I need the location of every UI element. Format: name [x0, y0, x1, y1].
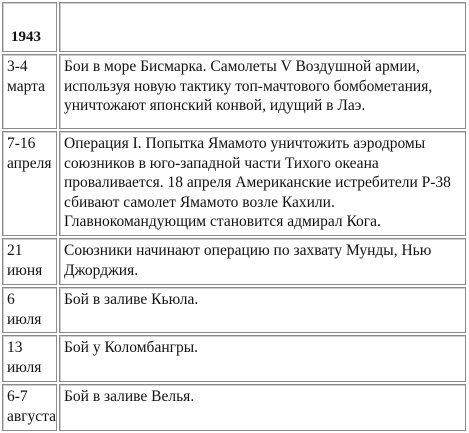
- table-row: [2, 54, 466, 129]
- event-cell: Бой в заливе Кьюла.: [59, 287, 466, 333]
- header-empty-cell: [59, 2, 466, 52]
- table-header-row: [2, 2, 466, 52]
- event-cell: Бой в заливе Велья.: [59, 384, 466, 431]
- year-cell: [2, 2, 57, 52]
- table-row: [2, 287, 466, 333]
- date-cell: 6-7 августа: [2, 384, 57, 431]
- date-cell: 7-16 апреля: [2, 131, 57, 236]
- event-cell: Бои в море Бисмарка. Самолеты V Воздушной армии, используя новую тактику топ-мачтового бомбометания, уничтожают японский конвой, идущий в Лаэ.: [59, 54, 466, 129]
- date-cell: 3-4 марта: [2, 54, 57, 129]
- event-cell: Операция I. Попытка Ямамото уничтожить аэродромы союзников в юго-западной части Тихого океана проваливается. 18 апреля Американские истребители Р-38 сбивают самолет Ямамото возле Кахили. Главнокомандующим становится адмирал Кога.: [59, 131, 466, 236]
- year-label: 1943: [11, 28, 41, 45]
- date-cell: 6 июля: [2, 287, 57, 333]
- date-cell: 21 июня: [2, 238, 57, 285]
- table-row: [2, 384, 466, 431]
- table-row: [2, 335, 466, 382]
- event-cell: Союзники начинают операцию по захвату Мунды, Нью Джорджия.: [59, 238, 466, 285]
- table-row: [2, 131, 466, 236]
- date-cell: 13 июля: [2, 335, 57, 382]
- event-cell: Бой у Коломбангры.: [59, 335, 466, 382]
- table-row: [2, 238, 466, 285]
